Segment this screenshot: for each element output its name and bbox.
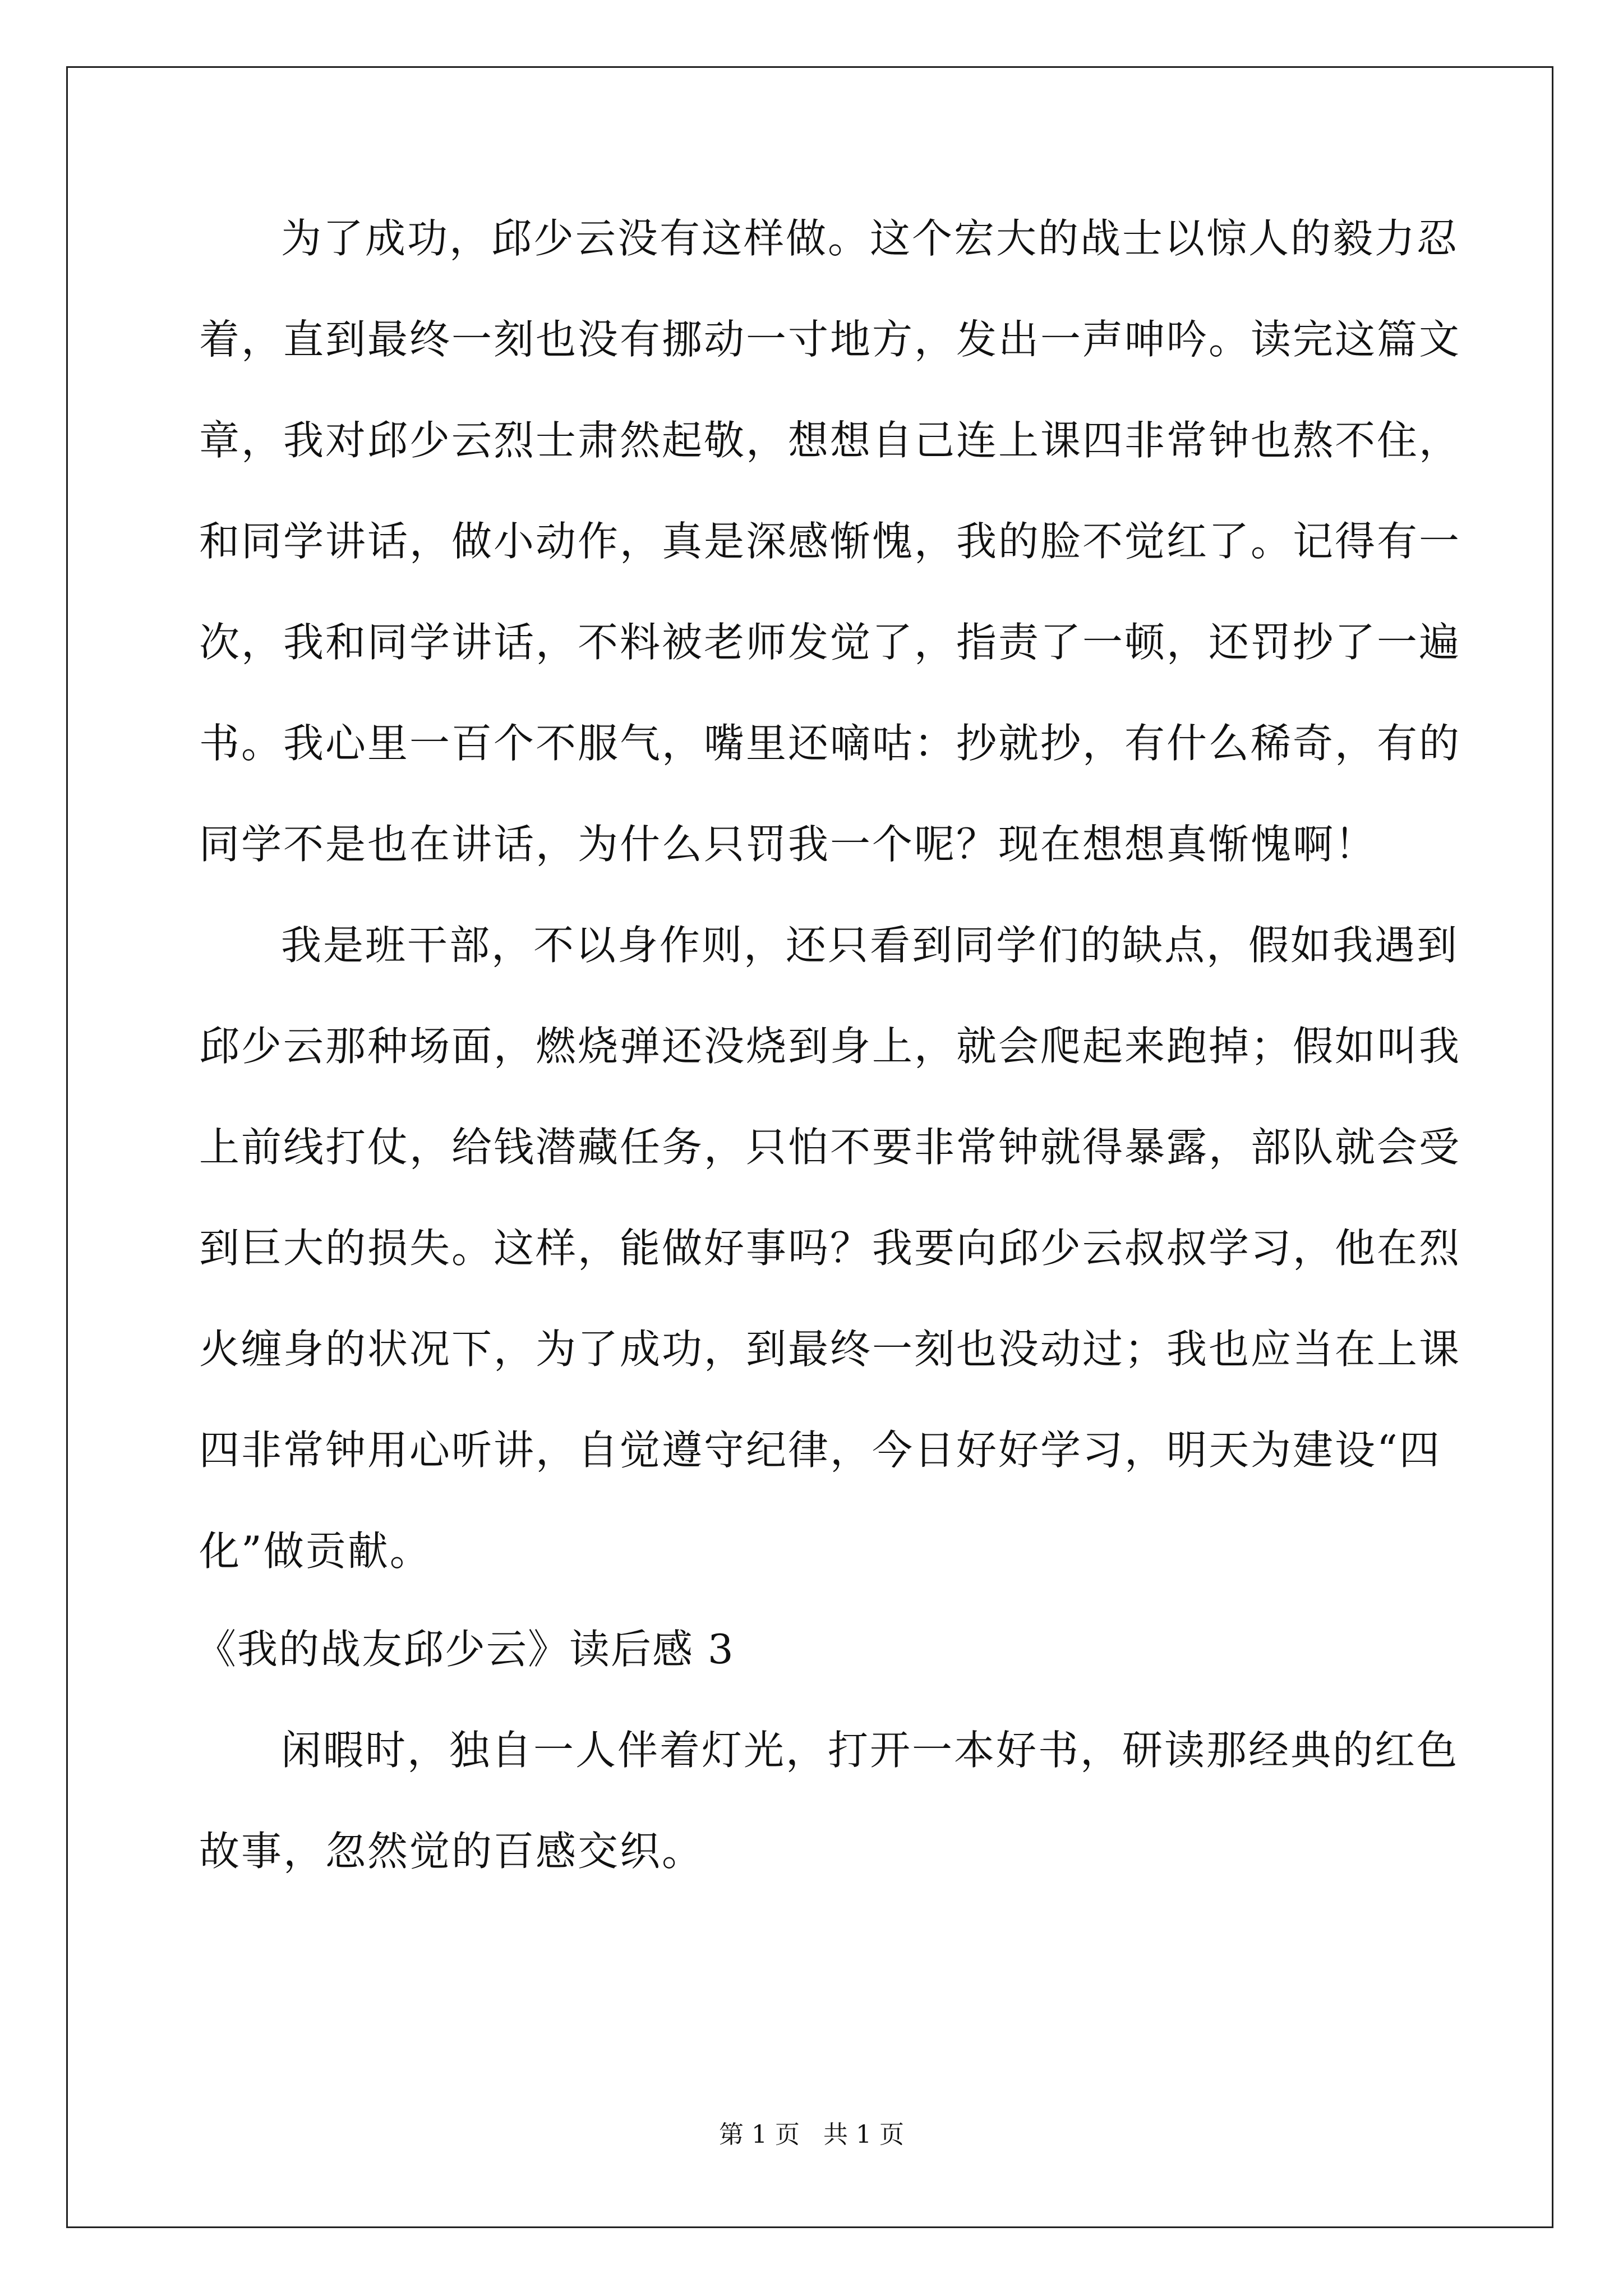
paragraph-line: 书。我心里一百个不服气，嘴里还嘀咕：抄就抄，有什么稀奇，有的 [199,720,1461,767]
page-number-footer: 第 1 页 共 1 页 [719,2120,904,2149]
section-heading: 《我的战友邱少云》读后感 3 [196,1626,735,1673]
paragraph-line: 火缠身的状况下，为了成功，到最终一刻也没动过；我也应当在上课 [199,1326,1461,1373]
paragraph-line: 到巨大的损失。这样，能做好事吗？我要向邱少云叔叔学习，他在烈 [199,1225,1461,1272]
paragraph-line: 闲暇时，独自一人伴着灯光，打开一本好书，研读那经典的红色 [281,1727,1459,1774]
paragraph-line: 故事，忽然觉的百感交织。 [199,1828,704,1875]
paragraph-line: 四非常钟用心听讲，自觉遵守纪律，今日好好学习，明天为建设“四 [199,1427,1441,1474]
paragraph-line: 章，我对邱少云烈士肃然起敬，想想自己连上课四非常钟也熬不住， [199,417,1461,464]
paragraph-line: 同学不是也在讲话，为什么只罚我一个呢？现在想想真惭愧啊！ [199,821,1377,868]
paragraph-line: 上前线打仗，给钱潜藏任务，只怕不要非常钟就得暴露，部队就会受 [199,1124,1461,1171]
paragraph-line: 邱少云那种场面，燃烧弹还没烧到身上，就会爬起来跑掉；假如叫我 [199,1023,1461,1070]
paragraph-line: 和同学讲话，做小动作，真是深感惭愧，我的脸不觉红了。记得有一 [199,518,1461,565]
paragraph-line: 化”做贡献。 [199,1527,432,1575]
paragraph-line: 我是班干部，不以身作则，还只看到同学们的缺点，假如我遇到 [281,922,1459,969]
paragraph-line: 次，我和同学讲话，不料被老师发觉了，指责了一顿，还罚抄了一遍 [199,619,1461,666]
paragraph-line: 着，直到最终一刻也没有挪动一寸地方，发出一声呻吟。读完这篇文 [199,316,1461,363]
paragraph-line: 为了成功，邱少云没有这样做。这个宏大的战士以惊人的毅力忍 [281,215,1459,262]
